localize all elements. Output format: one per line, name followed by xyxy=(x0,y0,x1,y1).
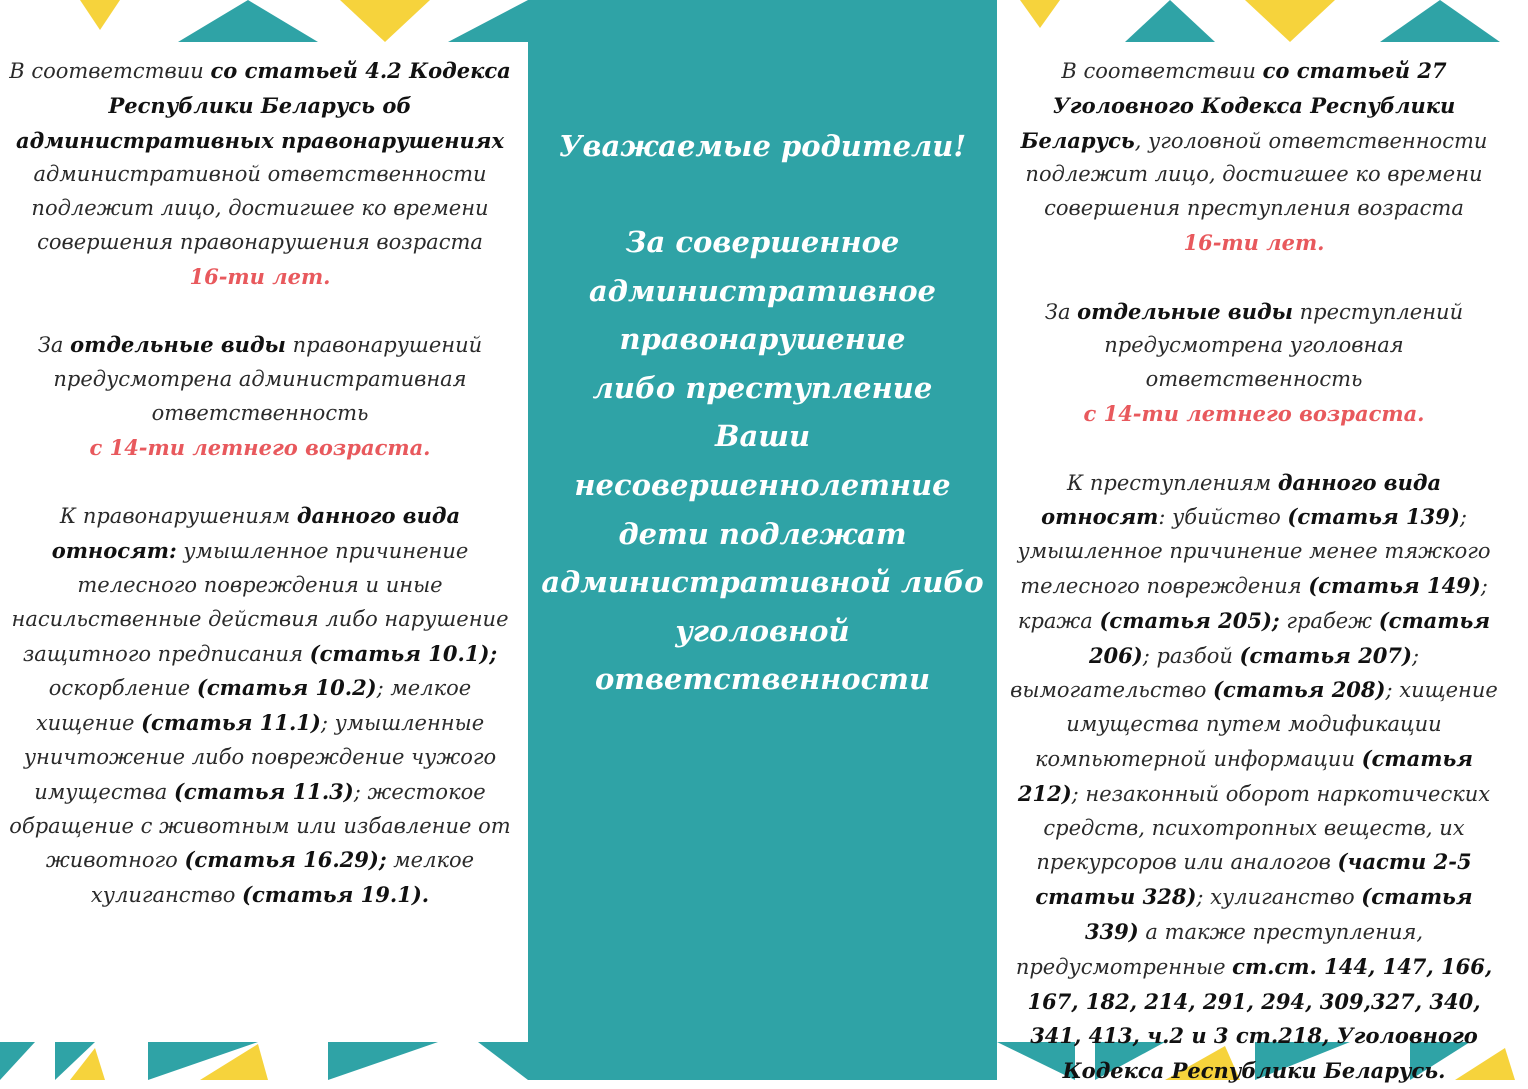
bold-run: данного вида относят: xyxy=(51,503,461,564)
center-message xyxy=(528,218,997,704)
article-ref: (статья 339) xyxy=(1084,884,1473,944)
bold-run: со статьей 4.2 Кодекса Республики Беларусь об административных правонарушениях xyxy=(15,58,511,153)
teal-triangle-shape xyxy=(178,0,318,42)
text-run: К преступлениям xyxy=(1066,470,1278,495)
text-run: За xyxy=(1044,299,1078,324)
teal-triangle-shape xyxy=(1125,0,1215,42)
bold-run: отдельные виды xyxy=(70,332,286,358)
text-run: преступлений предусмотрена уголовная ответственность xyxy=(1104,299,1464,392)
article-ref: (статья 19.1). xyxy=(242,882,430,908)
bold-run: отдельные виды xyxy=(1077,298,1293,324)
article-ref: (статья 11.3) xyxy=(173,778,354,804)
article-ref: (статья 139) xyxy=(1287,504,1460,530)
paragraph-gap xyxy=(1009,432,1499,466)
bold-run: данного вида относят xyxy=(1041,469,1442,530)
teal-triangle-shape xyxy=(328,1042,438,1080)
right-paragraph-age xyxy=(1009,54,1499,261)
yellow-triangle-shape xyxy=(1020,0,1060,28)
center-line: либо преступление xyxy=(592,370,933,405)
center-heading: Уважаемые родители! xyxy=(558,129,967,163)
article-ref: (статья 212) xyxy=(1017,745,1474,806)
yellow-triangle-shape xyxy=(340,0,430,42)
text-run: ; кража xyxy=(1017,573,1488,633)
text-run: За xyxy=(37,333,71,358)
text-run: В соответствии xyxy=(1061,59,1263,83)
right-paragraph-special xyxy=(1009,295,1499,432)
paragraph-gap xyxy=(0,295,520,329)
text-run: оскорбление xyxy=(48,676,197,701)
center-line: ответственности xyxy=(594,662,931,697)
bold-run: со статьей 27 Уголовного Кодекса Республики Беларусь xyxy=(1020,58,1456,153)
article-ref: (статья 11.1) xyxy=(141,710,321,736)
age-highlight: 16-ти лет. xyxy=(1183,229,1325,255)
text-run: ; мелкое хищение xyxy=(35,676,472,736)
right-text-column xyxy=(1009,54,1499,1089)
text-run: В соответствии xyxy=(9,59,211,83)
center-line: правонарушение xyxy=(619,322,906,357)
left-panel-administrative xyxy=(0,42,528,1042)
right-panel-criminal xyxy=(997,42,1528,1084)
center-line: административной либо xyxy=(541,565,984,600)
text-run: ; вымогательство xyxy=(1010,643,1420,703)
text-run: ; умышленное причинение менее тяжкого телесного повреждения xyxy=(1017,505,1491,598)
center-line: Ваши несовершеннолетние xyxy=(574,419,951,502)
teal-triangle-shape xyxy=(0,1042,35,1080)
text-run: мелкое хулиганство xyxy=(90,848,475,908)
right-paragraph-crimes xyxy=(1009,466,1499,1089)
yellow-triangle-shape xyxy=(1245,0,1335,42)
teal-triangle-shape xyxy=(448,0,528,42)
article-ref: (статья 10.2) xyxy=(196,675,377,701)
text-run: умышленное причинение телесного повреждения и иные насильственные действия либо нарушение защитного предписания xyxy=(11,539,509,666)
left-paragraph-age xyxy=(0,54,520,295)
center-panel xyxy=(528,0,997,1080)
left-text-column xyxy=(0,54,520,913)
center-line: дети подлежат xyxy=(618,516,907,551)
text-run: ; разбой xyxy=(1142,643,1240,668)
age-highlight: с 14-ти летнего возраста. xyxy=(89,434,431,460)
text-run: : убийство xyxy=(1158,505,1288,530)
center-line: административное xyxy=(589,273,936,308)
teal-triangle-shape xyxy=(1380,0,1500,42)
article-ref: (статья 16.29); xyxy=(184,847,387,873)
center-line: уголовной xyxy=(675,613,850,648)
left-paragraph-offenses xyxy=(0,499,520,913)
age-highlight: 16-ти лет. xyxy=(189,263,331,289)
text-run: ; хищение имущества путем модификации компьютерной информации xyxy=(1034,678,1498,771)
article-ref: (статья 205); xyxy=(1099,607,1280,633)
text-run: , уголовной ответственности подлежит лицо, достигшее ко времени совершения преступления возраста xyxy=(1025,128,1488,221)
text-run: К правонарушениям xyxy=(59,504,297,529)
article-ref: (части 2-5 статьи 328) xyxy=(1035,849,1472,910)
article-ref: (статья 10.1); xyxy=(309,640,498,666)
text-run: ; умышленные уничтожение либо повреждение чужого имущества xyxy=(23,711,497,804)
article-ref: ст.ст. 144, 147, 166, 167, 182, 214, 291, 294, 309,327, 340, 341, 413, ч.2 и 3 ст.218, Уголовного Кодекса Республики Беларусь. xyxy=(1027,953,1493,1084)
article-ref: (статья 207) xyxy=(1239,642,1412,668)
text-run: грабеж xyxy=(1279,608,1379,633)
age-highlight: с 14-ти летнего возраста. xyxy=(1083,400,1425,426)
center-line: За совершенное xyxy=(625,225,900,259)
article-ref: (статья 149) xyxy=(1308,572,1481,598)
text-run: ; хулиганство xyxy=(1196,885,1362,910)
text-run: правонарушений предусмотрена административная ответственность xyxy=(53,333,483,425)
text-run: а также преступления, предусмотренные xyxy=(1015,919,1424,979)
left-paragraph-special xyxy=(0,328,520,465)
paragraph-gap xyxy=(0,466,520,500)
text-run: административной ответственности подлежит лицо, достигшее ко времени совершения правонарушения возраста xyxy=(31,162,489,254)
article-ref: (статья 208) xyxy=(1213,677,1386,703)
paragraph-gap xyxy=(1009,261,1499,295)
yellow-triangle-shape xyxy=(80,0,120,30)
text-run: ; незаконный оборот наркотических средств, психотропных веществ, их прекурсоров или аналогов xyxy=(1036,781,1491,875)
article-ref: (статья 206) xyxy=(1088,607,1491,668)
text-run: ; жестокое обращение с животным или избавление от животного xyxy=(9,779,511,873)
teal-triangle-shape xyxy=(478,1042,528,1080)
